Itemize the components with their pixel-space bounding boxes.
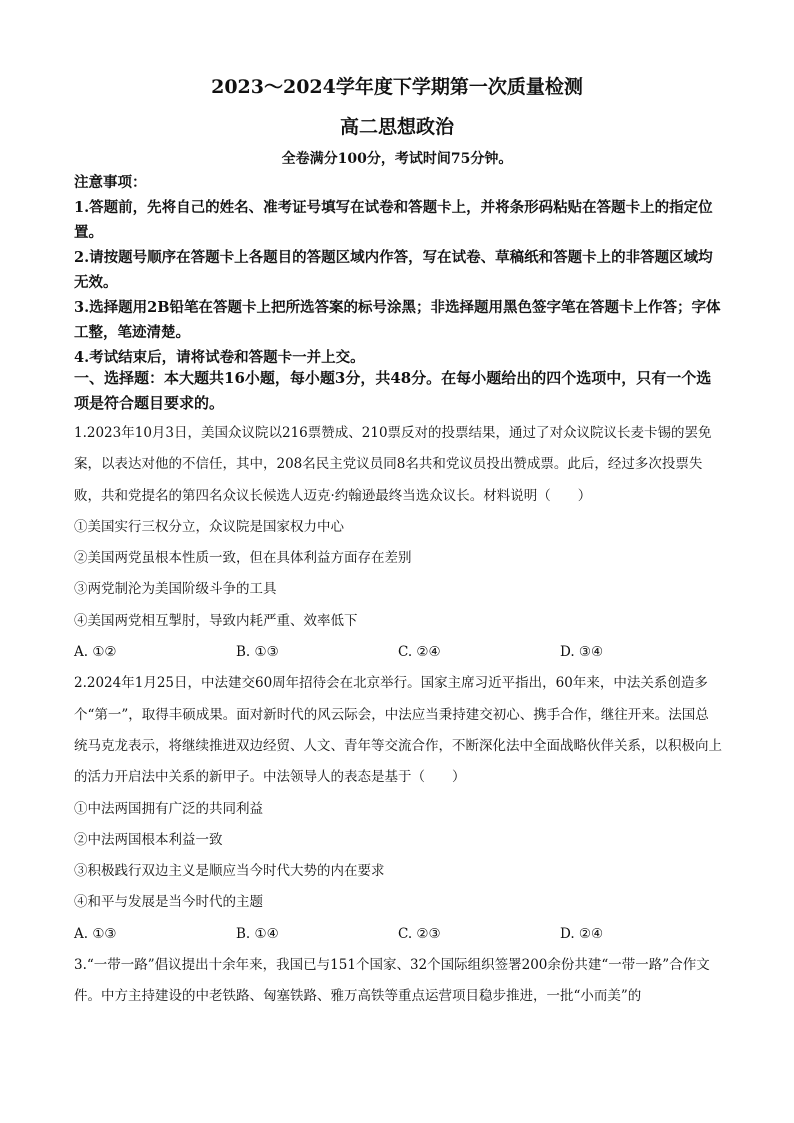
statement: ③积极践行双边主义是顺应当今时代大势的内在要求 bbox=[74, 863, 385, 880]
question-stem: 3.“一带一路”倡议提出十余年来，我国已与151个国家、32个国际组织签署200余份共建“一带一路”合作文件。中方主持建设的中老铁路、匈塞铁路、雅万高铁等重点运营项目稳步推进，一批“小而美”的 bbox=[74, 957, 710, 1005]
question-stem: 2.2024年1月25日，中法建交60周年招待会在北京举行。国家主席习近平指出，60年来，中法关系创造多个“第一”，取得丰硕成果。面对新时代的风云际会，中法应当秉持建交初心、携手合作，继往开来。法国总统马克龙表示，将继续推进双边经贸、人文、青年等交流合作，不断深化法中全面战略伙伴关系，以积极向上的活力开启法中关系的新甲子。中法领导人的表态是基于（ ） bbox=[74, 675, 722, 786]
option-d: D. ②④ bbox=[560, 925, 604, 942]
statement: ②中法两国根本利益一致 bbox=[74, 831, 223, 848]
questions bbox=[74, 418, 722, 1013]
notice-item: 1.答题前，先将自己的姓名、准考证号填写在试卷和答题卡上，并将条形码粘贴在答题卡上的指定位置。 bbox=[74, 199, 713, 241]
exam-title: 2023～2024学年度下学期第一次质量检测 bbox=[211, 76, 583, 98]
option-a: A. ①② bbox=[74, 644, 117, 661]
option-b: B. ①④ bbox=[236, 925, 279, 942]
statement: ①美国实行三权分立，众议院是国家权力中心 bbox=[74, 518, 344, 535]
question-stem: 1.2023年10月3日，美国众议院以216票赞成、210票反对的投票结果，通过了对众议院议长麦卡锡的罢免案，以表达对他的不信任，其中，208名民主党议员同8名共和党议员投出赞成票。此后，经过多次投票失败，共和党提名的第四名众议长候选人迈克·约翰逊最终当选众议长。材料说明（ ） bbox=[74, 425, 712, 504]
notice-item: 4.考试结束后，请将试卷和答题卡一并上交。 bbox=[74, 349, 365, 366]
statement: ③两党制沦为美国阶级斗争的工具 bbox=[74, 581, 277, 598]
notice-item: 3.选择题用2B铅笔在答题卡上把所选答案的标号涂黑；非选择题用黑色签字笔在答题卡上作答；字体工整，笔迹清楚。 bbox=[74, 299, 721, 341]
subject-title: 高二思想政治 bbox=[339, 116, 454, 138]
section-heading: 一、选择题：本大题共16小题，每小题3分，共48分。在每小题给出的四个选项中，只有一个选项是符合题目要求的。 bbox=[74, 369, 712, 412]
option-c: C. ②③ bbox=[398, 925, 441, 942]
notice-section bbox=[74, 170, 722, 370]
notice-item: 2.请按题号顺序在答题卡上各题目的答题区域内作答，写在试卷、草稿纸和答题卡上的非答题区域均无效。 bbox=[74, 249, 713, 291]
option-d: D. ③④ bbox=[560, 644, 604, 661]
notice-heading: 注意事项： bbox=[74, 174, 147, 191]
option-c: C. ②④ bbox=[398, 644, 441, 661]
answer-options bbox=[74, 919, 722, 950]
score-info: 全卷满分100分，考试时间75分钟。 bbox=[281, 151, 513, 167]
statement: ②美国两党虽根本性质一致，但在具体利益方面存在差别 bbox=[74, 550, 412, 567]
option-a: A. ①③ bbox=[74, 925, 117, 942]
statement: ④和平与发展是当今时代的主题 bbox=[74, 894, 263, 911]
statement: ①中法两国拥有广泛的共同利益 bbox=[74, 800, 263, 817]
option-b: B. ①③ bbox=[236, 644, 279, 661]
answer-options bbox=[74, 637, 722, 668]
statement: ④美国两党相互掣肘，导致内耗严重、效率低下 bbox=[74, 612, 358, 629]
